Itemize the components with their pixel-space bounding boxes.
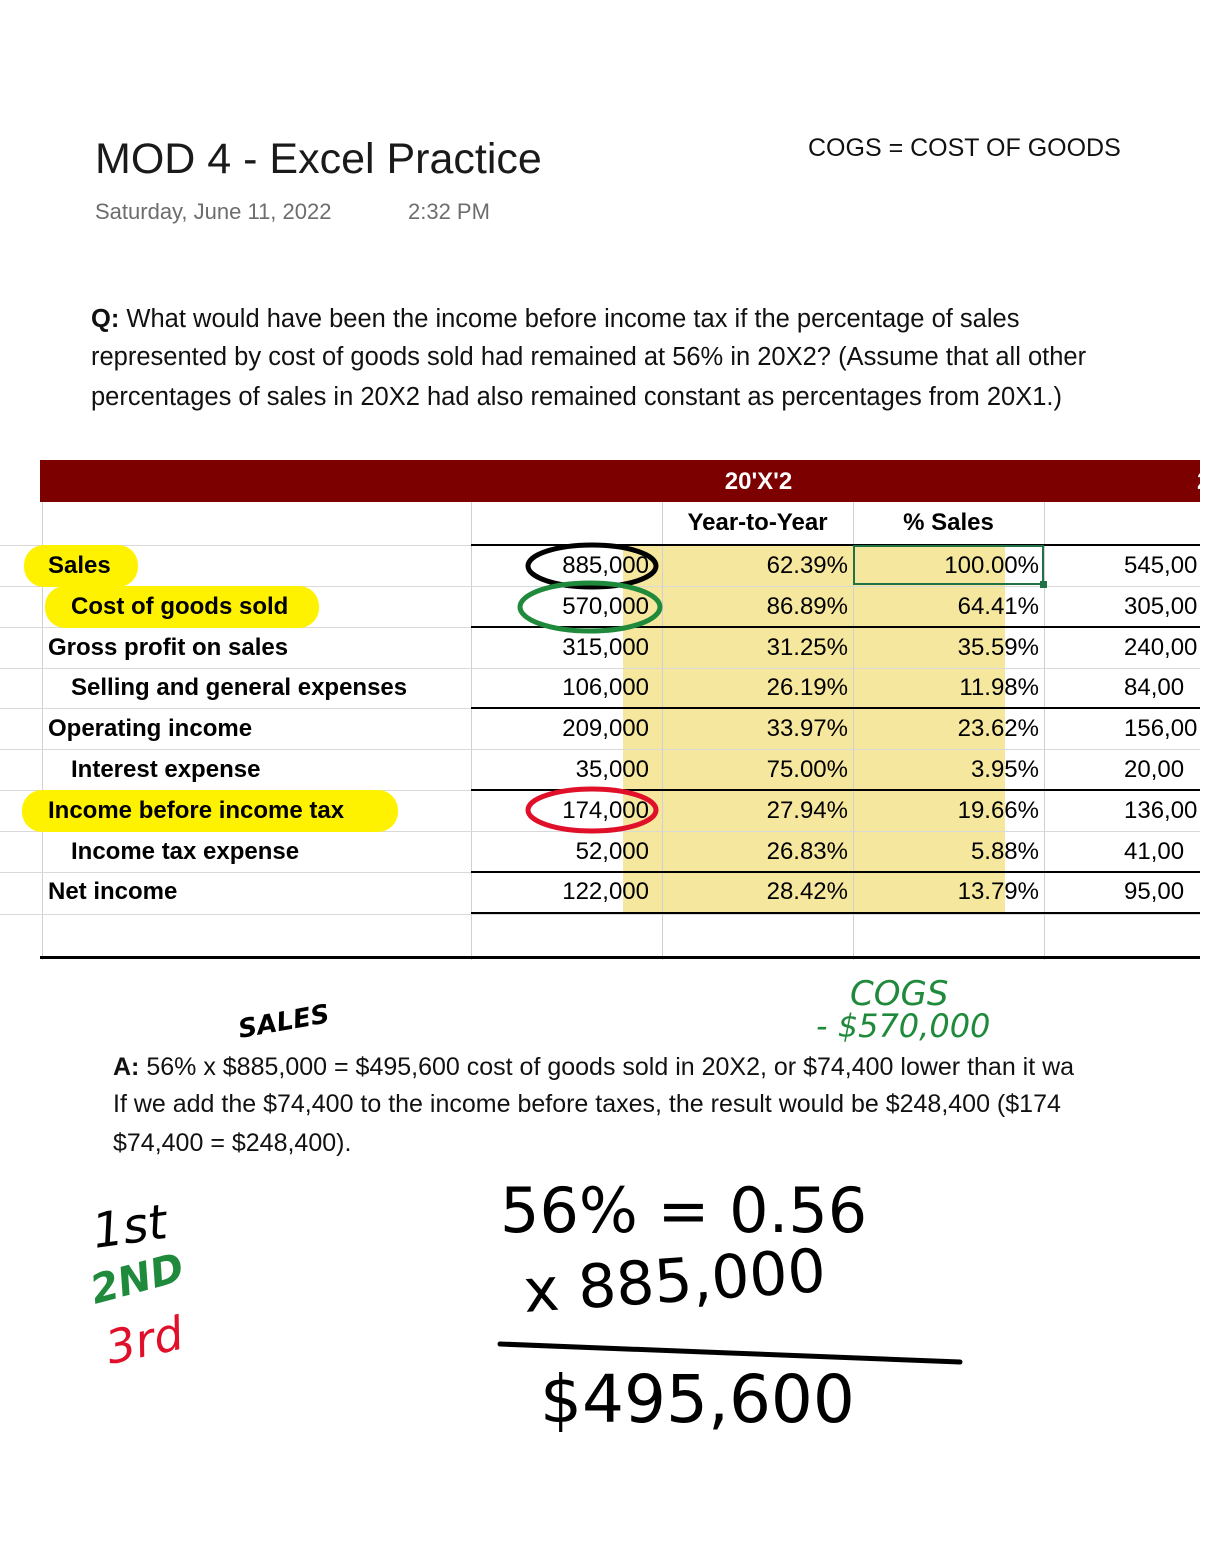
year-header-next: 2 <box>1197 468 1211 495</box>
row-pct-sales: 19.66% <box>957 797 1039 824</box>
row-label: Interest expense <box>71 756 261 783</box>
row-year-to-year: 75.00% <box>766 756 848 783</box>
row-pct-sales: 100.00% <box>944 552 1039 579</box>
row-value: 570,000 <box>562 593 649 620</box>
row-prev-year-value: 41,00 <box>1124 838 1185 865</box>
row-prev-year-value: 545,00 <box>1124 552 1198 579</box>
col-header-pct-sales: % Sales <box>903 509 994 536</box>
row-label: Cost of goods sold <box>71 593 289 620</box>
row-label: Gross profit on sales <box>48 634 289 661</box>
row-label: Income tax expense <box>71 838 300 865</box>
row-value: 885,000 <box>562 552 649 579</box>
row-pct-sales: 11.98% <box>959 674 1039 701</box>
hw-calc-line-1: 56% = 0.56 <box>500 1174 868 1247</box>
answer-line-3: $74,400 = $248,400). <box>113 1129 352 1157</box>
row-label: Operating income <box>48 715 253 742</box>
row-label: Net income <box>48 878 178 905</box>
row-value: 174,000 <box>562 797 649 824</box>
question-label: Q: <box>91 305 120 333</box>
row-prev-year-value: 20,00 <box>1124 756 1185 783</box>
row-pct-sales: 13.79% <box>957 878 1039 905</box>
row-year-to-year: 86.89% <box>766 593 848 620</box>
row-label: Selling and general expenses <box>71 674 408 701</box>
row-year-to-year: 26.19% <box>766 674 848 701</box>
row-value: 209,000 <box>562 715 649 742</box>
row-year-to-year: 62.39% <box>766 552 848 579</box>
row-prev-year-value: 240,00 <box>1124 634 1198 661</box>
row-pct-sales: 23.62% <box>957 715 1039 742</box>
cogs-note: COGS = COST OF GOODS <box>808 134 1121 162</box>
answer-label: A: <box>113 1053 140 1081</box>
page-date: Saturday, June 11, 2022 <box>95 199 332 224</box>
hw-cogs-label: COGS <box>850 974 949 1014</box>
answer-line-2: If we add the $74,400 to the income before taxes, the result would be $248,400 ($174 <box>113 1090 1061 1118</box>
row-year-to-year: 33.97% <box>766 715 848 742</box>
row-prev-year-value: 136,00 <box>1124 797 1198 824</box>
row-year-to-year: 26.83% <box>766 838 848 865</box>
hw-calc-line-2: x 885,000 <box>521 1236 829 1327</box>
hw-sales: SALES <box>236 999 332 1045</box>
hw-second: 2ND <box>85 1244 189 1314</box>
row-year-to-year: 28.42% <box>766 878 848 905</box>
question-line-1: Q: What would have been the income before income tax if the percentage of sales <box>91 305 1020 333</box>
col-header-year-to-year: Year-to-Year <box>687 509 828 536</box>
question-line-2: represented by cost of goods sold had remained at 56% in 20X2? (Assume that all other <box>91 343 1087 371</box>
page-time: 2:32 PM <box>408 199 490 224</box>
year-header: 20'X'2 <box>724 468 793 495</box>
row-prev-year-value: 95,00 <box>1124 878 1185 905</box>
row-prev-year-value: 156,00 <box>1124 715 1198 742</box>
row-label: Sales <box>48 552 111 579</box>
row-pct-sales: 5.88% <box>970 838 1039 865</box>
row-value: 106,000 <box>562 674 649 701</box>
page-title: MOD 4 - Excel Practice <box>95 135 542 183</box>
hw-third: 3rd <box>101 1305 188 1375</box>
hw-first: 1st <box>88 1194 171 1260</box>
hw-cogs-value: - $570,000 <box>816 1007 991 1045</box>
row-pct-sales: 3.95% <box>970 756 1039 783</box>
hw-sum-line <box>500 1344 960 1362</box>
hw-calc-result: $495,600 <box>540 1361 855 1438</box>
row-year-to-year: 27.94% <box>766 797 848 824</box>
question-line-3: percentages of sales in 20X2 had also remained constant as percentages from 20X1.) <box>91 383 1063 411</box>
row-label: Income before income tax <box>48 797 345 824</box>
row-pct-sales: 64.41% <box>957 593 1039 620</box>
row-value: 315,000 <box>562 634 649 661</box>
row-value: 35,000 <box>575 756 649 783</box>
answer-line-1: A: 56% x $885,000 = $495,600 cost of goods sold in 20X2, or $74,400 lower than it wa <box>113 1053 1075 1081</box>
row-value: 52,000 <box>575 838 649 865</box>
row-prev-year-value: 305,00 <box>1124 593 1198 620</box>
row-prev-year-value: 84,00 <box>1124 674 1185 701</box>
row-value: 122,000 <box>562 878 649 905</box>
row-pct-sales: 35.59% <box>957 634 1039 661</box>
row-year-to-year: 31.25% <box>766 634 848 661</box>
